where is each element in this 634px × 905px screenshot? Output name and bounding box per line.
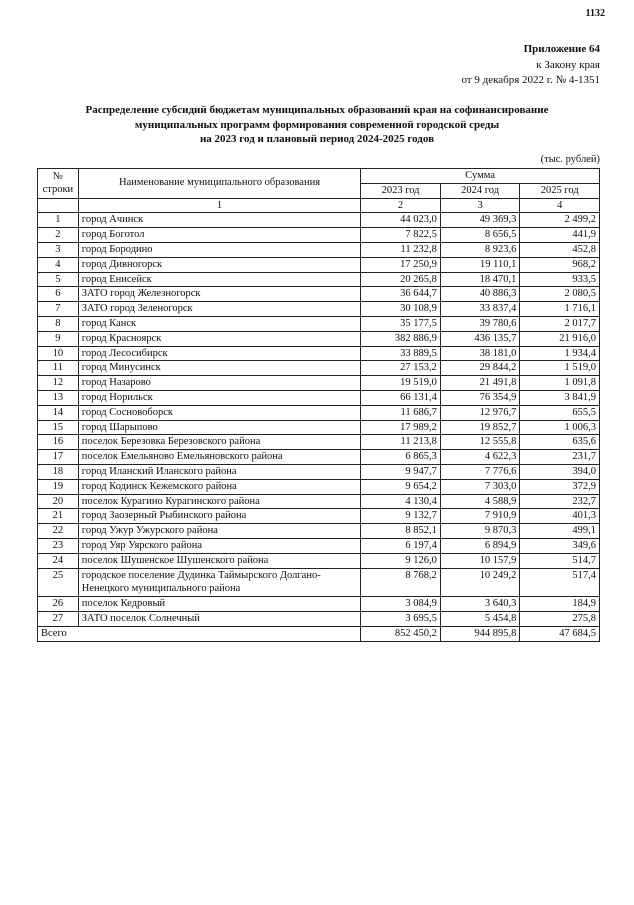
amount-2025-cell: 452,8 — [520, 242, 600, 257]
row-number-cell: 9 — [38, 331, 79, 346]
amount-2023-cell: 44 023,0 — [361, 213, 441, 228]
table-row — [38, 420, 600, 435]
amount-2025-cell: 21 916,0 — [520, 331, 600, 346]
row-number-cell: 15 — [38, 420, 79, 435]
amount-2024-cell: 18 470,1 — [440, 272, 520, 287]
amount-2025-cell: 275,8 — [520, 611, 600, 626]
municipality-name-cell: город Сосновоборск — [78, 405, 361, 420]
amount-2023-cell: 3 084,9 — [361, 597, 441, 612]
row-number-cell: 12 — [38, 376, 79, 391]
colnum-name: 1 — [78, 198, 361, 213]
amount-2023-cell: 11 232,8 — [361, 242, 441, 257]
total-row — [38, 626, 600, 641]
amount-2023-cell: 35 177,5 — [361, 316, 441, 331]
header-municipality: Наименование муниципального образования — [78, 169, 361, 199]
amount-2023-cell: 30 108,9 — [361, 302, 441, 317]
amount-2025-cell: 231,7 — [520, 450, 600, 465]
total-label: Всего — [38, 626, 361, 641]
amount-2024-cell: 19 852,7 — [440, 420, 520, 435]
table-row — [38, 272, 600, 287]
municipality-name-cell: ЗАТО город Железногорск — [78, 287, 361, 302]
municipality-name-cell: город Бородино — [78, 242, 361, 257]
row-number-cell: 20 — [38, 494, 79, 509]
municipality-name-cell: поселок Шушенское Шушенского района — [78, 553, 361, 568]
amount-2023-cell: 20 265,8 — [361, 272, 441, 287]
municipality-name-cell: город Назарово — [78, 376, 361, 391]
table-row — [38, 242, 600, 257]
column-number-row — [38, 198, 600, 213]
amount-2025-cell: 499,1 — [520, 524, 600, 539]
subsidy-table — [37, 168, 600, 642]
row-number-cell: 6 — [38, 287, 79, 302]
municipality-name-cell: город Шарыпово — [78, 420, 361, 435]
municipality-name-cell: город Кодинск Кежемского района — [78, 479, 361, 494]
amount-2024-cell: 3 640,3 — [440, 597, 520, 612]
amount-2025-cell: 2 017,7 — [520, 316, 600, 331]
table-row — [38, 464, 600, 479]
municipality-name-cell: город Иланский Иланского района — [78, 464, 361, 479]
table-row — [38, 316, 600, 331]
colnum-2023: 2 — [361, 198, 441, 213]
row-number-cell: 13 — [38, 390, 79, 405]
table-row — [38, 435, 600, 450]
municipality-name-cell: город Красноярск — [78, 331, 361, 346]
municipality-name-cell: город Ачинск — [78, 213, 361, 228]
amount-2023-cell: 11 686,7 — [361, 405, 441, 420]
table-row — [38, 538, 600, 553]
amount-2023-cell: 9 947,7 — [361, 464, 441, 479]
amount-2024-cell: 33 837,4 — [440, 302, 520, 317]
amount-2025-cell: 2 499,2 — [520, 213, 600, 228]
row-number-cell: 23 — [38, 538, 79, 553]
amount-2025-cell: 184,9 — [520, 597, 600, 612]
municipality-name-cell: ЗАТО город Зеленогорск — [78, 302, 361, 317]
header-row-number: № строки — [38, 169, 79, 199]
table-row — [38, 302, 600, 317]
table-row — [38, 524, 600, 539]
row-number-cell: 22 — [38, 524, 79, 539]
units-label: (тыс. рублей) — [540, 154, 600, 165]
table-row — [38, 568, 600, 597]
municipality-name-cell: город Минусинск — [78, 361, 361, 376]
municipality-name-cell: город Уяр Уярского района — [78, 538, 361, 553]
table-row — [38, 611, 600, 626]
amount-2024-cell: 49 369,3 — [440, 213, 520, 228]
amount-2023-cell: 9 654,2 — [361, 479, 441, 494]
table-row — [38, 257, 600, 272]
appendix-law-ref: к Закону края — [536, 58, 600, 71]
amount-2025-cell: 1 091,8 — [520, 376, 600, 391]
title-line-2: муниципальных программ формирования современной городской среды — [134, 118, 500, 131]
table-row — [38, 597, 600, 612]
title-line-1: Распределение субсидий бюджетам муниципальных образований края на софинансирование — [85, 104, 549, 116]
amount-2025-cell: 635,6 — [520, 435, 600, 450]
table-row — [38, 361, 600, 376]
amount-2025-cell: 441,9 — [520, 228, 600, 243]
row-number-cell: 19 — [38, 479, 79, 494]
table-row — [38, 228, 600, 243]
row-number-cell: 10 — [38, 346, 79, 361]
amount-2023-cell: 6 197,4 — [361, 538, 441, 553]
amount-2023-cell: 8 768,2 — [361, 568, 441, 597]
amount-2023-cell: 9 132,7 — [361, 509, 441, 524]
header-2025: 2025 год — [520, 183, 600, 198]
amount-2024-cell: 38 181,0 — [440, 346, 520, 361]
amount-2025-cell: 232,7 — [520, 494, 600, 509]
table-header — [38, 169, 600, 213]
row-number-cell: 17 — [38, 450, 79, 465]
table-row — [38, 287, 600, 302]
amount-2025-cell: 1 006,3 — [520, 420, 600, 435]
header-2023: 2023 год — [361, 183, 441, 198]
table-row — [38, 479, 600, 494]
amount-2025-cell: 1 934,4 — [520, 346, 600, 361]
amount-2024-cell: 40 886,3 — [440, 287, 520, 302]
header-2024: 2024 год — [440, 183, 520, 198]
row-number-cell: 8 — [38, 316, 79, 331]
row-number-cell: 18 — [38, 464, 79, 479]
colnum-2025: 4 — [520, 198, 600, 213]
municipality-name-cell: город Норильск — [78, 390, 361, 405]
total-2024: 944 895,8 — [440, 626, 520, 641]
amount-2023-cell: 382 886,9 — [361, 331, 441, 346]
table-row — [38, 213, 600, 228]
amount-2025-cell: 933,5 — [520, 272, 600, 287]
table-row — [38, 390, 600, 405]
amount-2024-cell: 4 622,3 — [440, 450, 520, 465]
amount-2023-cell: 17 250,9 — [361, 257, 441, 272]
table-row — [38, 450, 600, 465]
amount-2025-cell: 2 080,5 — [520, 287, 600, 302]
municipality-name-cell: поселок Курагино Курагинского района — [78, 494, 361, 509]
table-row — [38, 553, 600, 568]
amount-2023-cell: 8 852,1 — [361, 524, 441, 539]
amount-2023-cell: 17 989,2 — [361, 420, 441, 435]
amount-2025-cell: 655,5 — [520, 405, 600, 420]
municipality-name-cell: ЗАТО поселок Солнечный — [78, 611, 361, 626]
amount-2024-cell: 29 844,2 — [440, 361, 520, 376]
amount-2024-cell: 7 776,6 — [440, 464, 520, 479]
table-row — [38, 405, 600, 420]
table-body — [38, 213, 600, 626]
municipality-name-cell: городское поселение Дудинка Таймырского Долгано-Ненецкого муниципального района — [78, 568, 361, 597]
amount-2024-cell: 8 656,5 — [440, 228, 520, 243]
row-number-cell: 24 — [38, 553, 79, 568]
amount-2024-cell: 8 923,6 — [440, 242, 520, 257]
municipality-name-cell: город Ужур Ужурского района — [78, 524, 361, 539]
municipality-name-cell: поселок Кедровый — [78, 597, 361, 612]
appendix-heading: Приложение 64 — [523, 43, 600, 55]
municipality-name-cell: город Дивногорск — [78, 257, 361, 272]
row-number-cell: 4 — [38, 257, 79, 272]
amount-2024-cell: 12 555,8 — [440, 435, 520, 450]
table-row — [38, 376, 600, 391]
table-row — [38, 331, 600, 346]
row-number-cell: 11 — [38, 361, 79, 376]
amount-2023-cell: 7 822,5 — [361, 228, 441, 243]
amount-2023-cell: 66 131,4 — [361, 390, 441, 405]
amount-2023-cell: 11 213,8 — [361, 435, 441, 450]
amount-2025-cell: 968,2 — [520, 257, 600, 272]
municipality-name-cell: город Боготол — [78, 228, 361, 243]
amount-2024-cell: 21 491,8 — [440, 376, 520, 391]
appendix-law-date: от 9 декабря 2022 г. № 4-1351 — [461, 74, 600, 86]
amount-2024-cell: 12 976,7 — [440, 405, 520, 420]
amount-2025-cell: 394,0 — [520, 464, 600, 479]
colnum-2024: 3 — [440, 198, 520, 213]
amount-2023-cell: 4 130,4 — [361, 494, 441, 509]
amount-2024-cell: 10 157,9 — [440, 553, 520, 568]
total-2025: 47 684,5 — [520, 626, 600, 641]
amount-2023-cell: 6 865,3 — [361, 450, 441, 465]
amount-2024-cell: 9 870,3 — [440, 524, 520, 539]
municipality-name-cell: поселок Березовка Березовского района — [78, 435, 361, 450]
total-2023: 852 450,2 — [361, 626, 441, 641]
row-number-cell: 21 — [38, 509, 79, 524]
amount-2025-cell: 3 841,9 — [520, 390, 600, 405]
amount-2023-cell: 19 519,0 — [361, 376, 441, 391]
amount-2024-cell: 6 894,9 — [440, 538, 520, 553]
table-row — [38, 494, 600, 509]
row-number-cell: 5 — [38, 272, 79, 287]
appendix-header — [360, 42, 600, 89]
amount-2023-cell: 33 889,5 — [361, 346, 441, 361]
amount-2025-cell: 372,9 — [520, 479, 600, 494]
row-number-cell: 25 — [38, 568, 79, 597]
row-number-cell: 27 — [38, 611, 79, 626]
amount-2023-cell: 9 126,0 — [361, 553, 441, 568]
amount-2024-cell: 76 354,9 — [440, 390, 520, 405]
municipality-name-cell: город Лесосибирск — [78, 346, 361, 361]
title-line-3: на 2023 год и плановый период 2024-2025 годов — [199, 133, 435, 145]
amount-2024-cell: 7 303,0 — [440, 479, 520, 494]
row-number-cell: 3 — [38, 242, 79, 257]
amount-2025-cell: 517,4 — [520, 568, 600, 597]
row-number-cell: 2 — [38, 228, 79, 243]
document-title — [50, 103, 584, 147]
row-number-cell: 26 — [38, 597, 79, 612]
amount-2025-cell: 401,3 — [520, 509, 600, 524]
municipality-name-cell: город Заозерный Рыбинского района — [78, 509, 361, 524]
municipality-name-cell: поселок Емельяново Емельяновского района — [78, 450, 361, 465]
amount-2024-cell: 5 454,8 — [440, 611, 520, 626]
amount-2024-cell: 10 249,2 — [440, 568, 520, 597]
municipality-name-cell: город Енисейск — [78, 272, 361, 287]
table-row — [38, 346, 600, 361]
table-row — [38, 509, 600, 524]
amount-2023-cell: 3 695,5 — [361, 611, 441, 626]
row-number-cell: 7 — [38, 302, 79, 317]
amount-2024-cell: 19 110,1 — [440, 257, 520, 272]
amount-2024-cell: 4 588,9 — [440, 494, 520, 509]
amount-2024-cell: 7 910,9 — [440, 509, 520, 524]
amount-2023-cell: 36 644,7 — [361, 287, 441, 302]
amount-2025-cell: 1 519,0 — [520, 361, 600, 376]
row-number-cell: 14 — [38, 405, 79, 420]
municipality-name-cell: город Канск — [78, 316, 361, 331]
amount-2025-cell: 349,6 — [520, 538, 600, 553]
header-sum: Сумма — [361, 169, 600, 184]
colnum-1 — [38, 198, 79, 213]
amount-2023-cell: 27 153,2 — [361, 361, 441, 376]
amount-2025-cell: 1 716,1 — [520, 302, 600, 317]
page-number: 1132 — [585, 8, 605, 19]
amount-2024-cell: 436 135,7 — [440, 331, 520, 346]
row-number-cell: 16 — [38, 435, 79, 450]
amount-2024-cell: 39 780,6 — [440, 316, 520, 331]
amount-2025-cell: 514,7 — [520, 553, 600, 568]
row-number-cell: 1 — [38, 213, 79, 228]
